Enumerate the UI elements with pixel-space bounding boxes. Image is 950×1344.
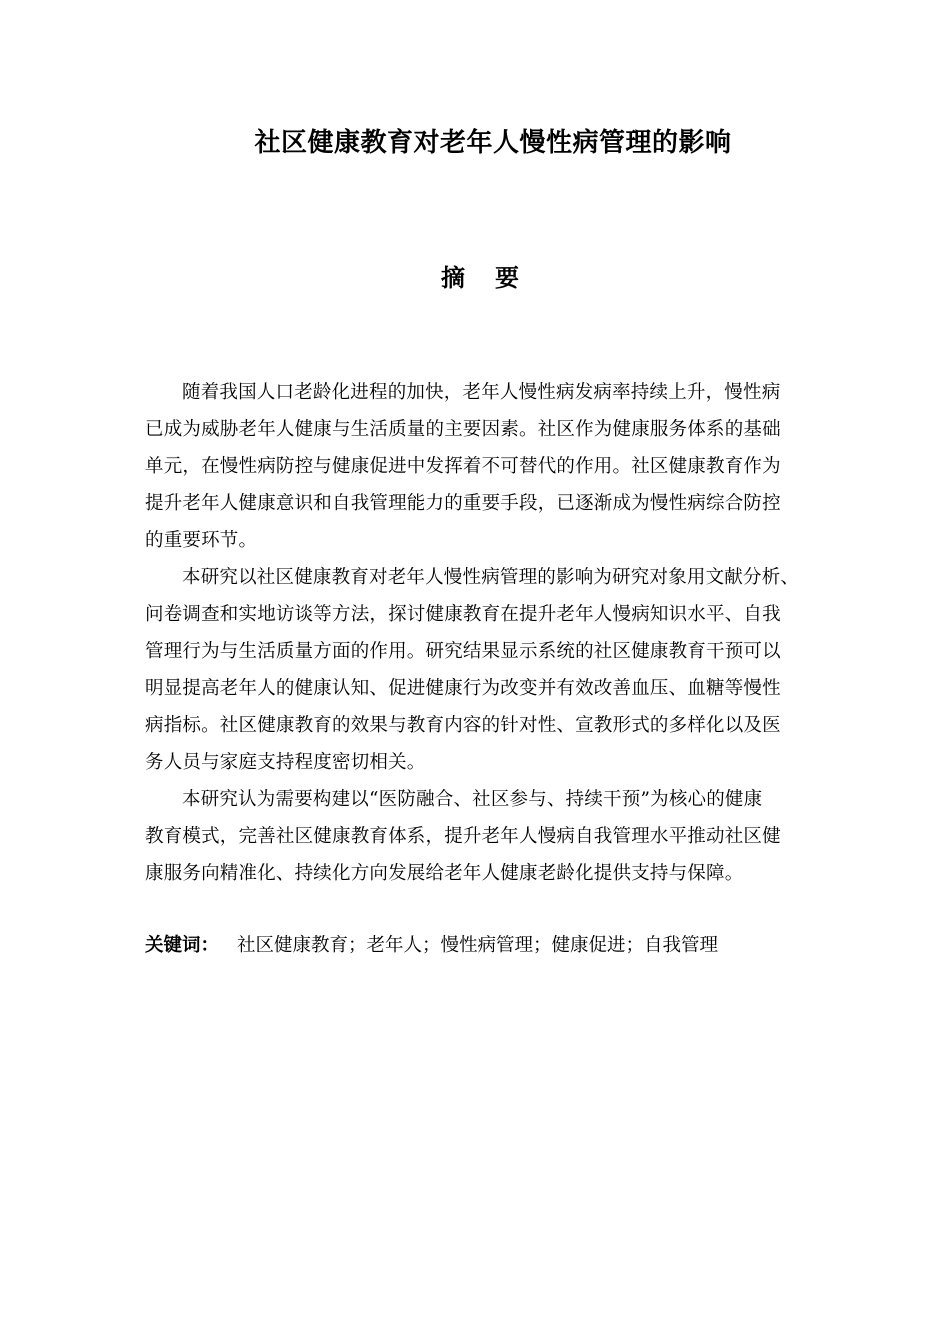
paragraph-line: 康服务向精准化、持续化方向发展给老年人健康老龄化提供支持与保障。 bbox=[145, 863, 744, 884]
paragraph-line: 本研究认为需要构建以“医防融合、社区参与、持续干预”为核心的健康 bbox=[182, 789, 763, 810]
document-title: 社区健康教育对老年人慢性病管理的影响 bbox=[254, 128, 732, 158]
abstract-body bbox=[145, 374, 805, 892]
paragraph-line: 教育模式，完善社区健康教育体系，提升老年人慢病自我管理水平推动社区健 bbox=[145, 826, 781, 847]
paragraph-line: 管理行为与生活质量方面的作用。研究结果显示系统的社区健康教育干预可以 bbox=[145, 641, 781, 662]
paragraph-line: 务人员与家庭支持程度密切相关。 bbox=[145, 752, 426, 773]
abstract-heading: 摘要 bbox=[441, 263, 549, 292]
paragraph-line: 随着我国人口老龄化进程的加快，老年人慢性病发病率持续上升，慢性病 bbox=[182, 382, 781, 403]
paragraph-line: 本研究以社区健康教育对老年人慢性病管理的影响为研究对象用文献分析、 bbox=[182, 567, 800, 588]
paragraph-line: 明显提高老年人的健康认知、促进健康行为改变并有效改善血压、血糖等慢性 bbox=[145, 678, 781, 699]
keywords-row bbox=[145, 927, 718, 964]
paragraph-line: 病指标。社区健康教育的效果与教育内容的针对性、宣教形式的多样化以及医 bbox=[145, 715, 781, 736]
paragraph-line: 单元，在慢性病防控与健康促进中发挥着不可替代的作用。社区健康教育作为 bbox=[145, 456, 781, 477]
paragraph-line: 问卷调查和实地访谈等方法，探讨健康教育在提升老年人慢病知识水平、自我 bbox=[145, 604, 781, 625]
keywords-list: 社区健康教育；老年人；慢性病管理；健康促进；自我管理 bbox=[237, 935, 719, 956]
paragraph-line: 的重要环节。 bbox=[145, 530, 258, 551]
paragraph-line: 已成为威胁老年人健康与生活质量的主要因素。社区作为健康服务体系的基础 bbox=[145, 419, 781, 440]
keywords-label: 关键词： bbox=[145, 935, 220, 956]
paragraph-line: 提升老年人健康意识和自我管理能力的重要手段，已逐渐成为慢性病综合防控 bbox=[145, 493, 781, 514]
